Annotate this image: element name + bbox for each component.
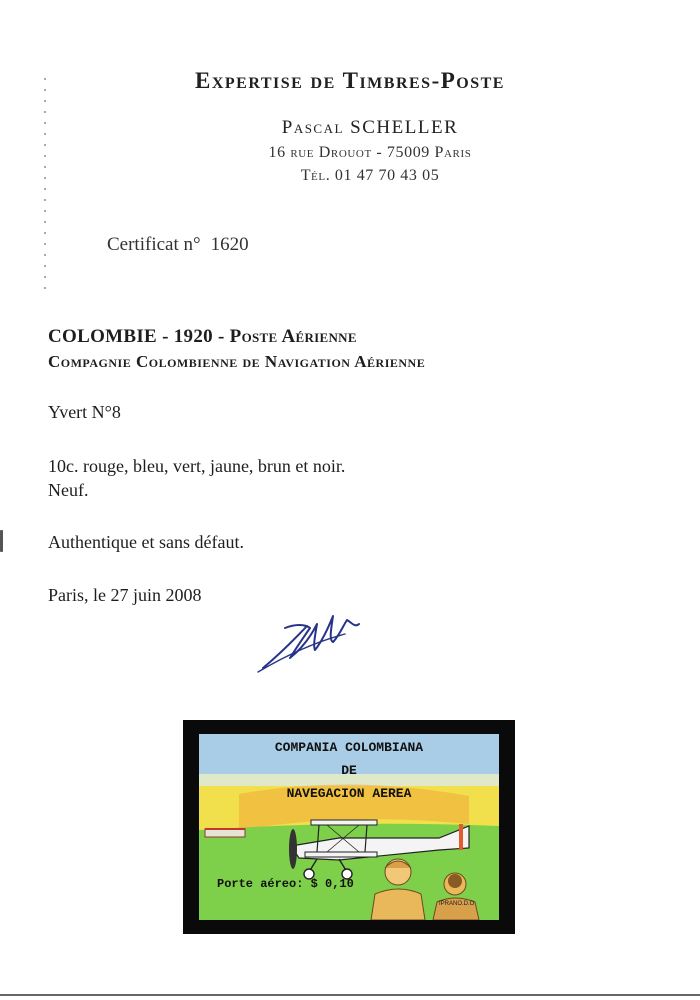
stamp-condition: Neuf. xyxy=(48,480,89,500)
letterhead-title: Expertise de Timbres-Poste xyxy=(195,68,505,93)
stamp-propeller xyxy=(289,829,297,869)
stamp-overprint-line2: DE xyxy=(341,763,357,778)
certificate-number-line xyxy=(107,234,249,256)
expert-address: 16 rue Drouot - 75009 Paris xyxy=(268,144,472,161)
page-edge-mark xyxy=(0,530,3,552)
stamp-value-label: Porte aéreo: $ 0,10 xyxy=(217,877,354,891)
stamp-overprint-line3: NAVEGACION AEREA xyxy=(286,786,412,801)
stamp-colors: 10c. rouge, bleu, vert, jaune, brun et noir. xyxy=(48,456,346,476)
subject-subtitle: Compagnie Colombienne de Navigation Aérienne xyxy=(48,352,426,371)
stamp-printer-mark: IPRANO.D.O xyxy=(439,901,475,907)
stamp-overprint-line1: COMPANIA COLOMBIANA xyxy=(274,740,424,755)
signature xyxy=(255,606,370,674)
expert-telephone: Tél. 01 47 70 43 05 xyxy=(300,167,440,184)
certificate-number: 1620 xyxy=(210,234,249,255)
authenticity-verdict: Authentique et sans défaut. xyxy=(48,532,244,552)
expert-name: Pascal SCHELLER xyxy=(281,117,459,138)
stamp-image xyxy=(183,720,515,934)
catalog-reference: Yvert N°8 xyxy=(48,402,121,422)
certificate-label: Certificat n° xyxy=(107,234,201,255)
stamp-hangar xyxy=(205,829,245,837)
subject-title: COLOMBIE - 1920 - Poste Aérienne xyxy=(48,326,357,347)
bottom-edge-line xyxy=(0,994,700,996)
place-and-date: Paris, le 27 juin 2008 xyxy=(48,585,202,605)
stamp-artwork xyxy=(199,734,499,920)
